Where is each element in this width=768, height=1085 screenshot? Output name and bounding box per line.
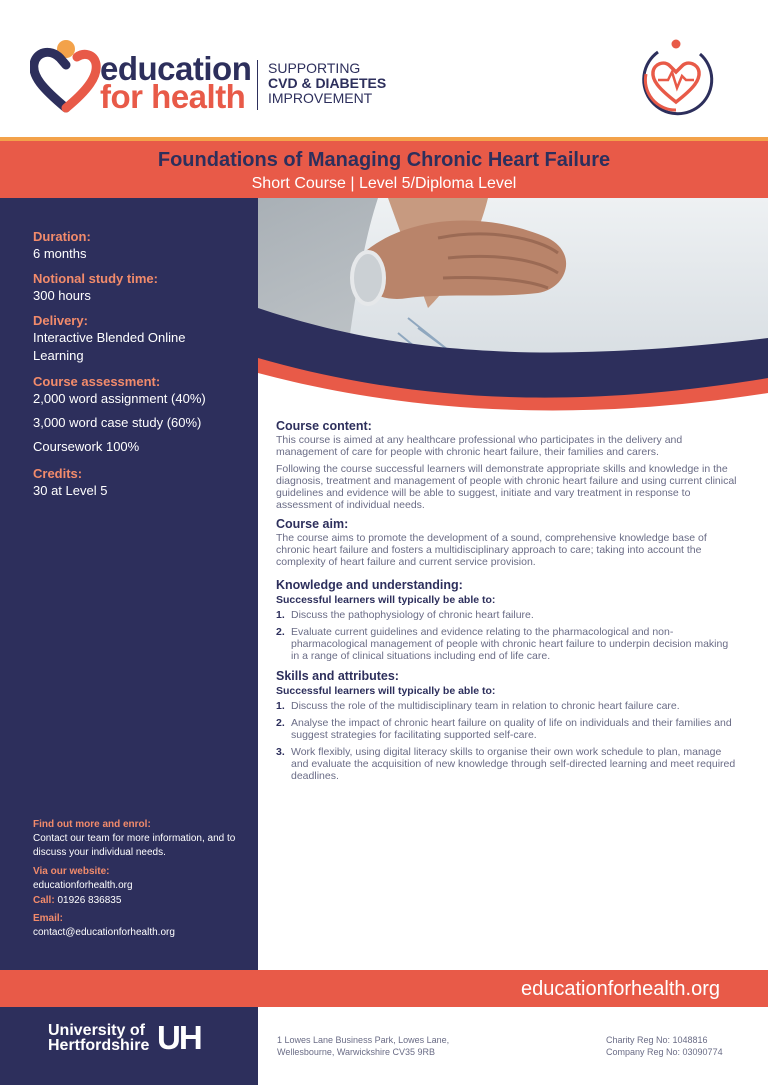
list-item: 1. Discuss the role of the multidisciplinary team in relation to chronic heart failure care. bbox=[276, 700, 680, 712]
contact-enrol bbox=[33, 818, 243, 860]
address-line2: Wellesbourne, Warwickshire CV35 9RB bbox=[277, 1047, 436, 1057]
skills-intro: Successful learners will typically be able to: bbox=[276, 685, 496, 697]
list-item: 3. Work flexibly, using digital literacy skills to organise their own work schedule to plan, manage and evaluate the acquisition of new knowledge through self-directed learning and meet required deadlines. bbox=[276, 746, 736, 782]
delivery-label: Delivery: bbox=[33, 313, 88, 328]
fact-study-time bbox=[33, 270, 158, 305]
website-link[interactable]: educationforhealth.org bbox=[33, 880, 133, 891]
hand-on-chest-image bbox=[258, 198, 768, 428]
company-reg: Company Reg No: 03090774 bbox=[606, 1047, 723, 1057]
enrol-label: Find out more and enrol: bbox=[33, 819, 151, 830]
tagline-line3: IMPROVEMENT bbox=[268, 90, 373, 106]
university-logo bbox=[0, 1007, 258, 1085]
charity-reg: Charity Reg No: 1048816 bbox=[606, 1035, 708, 1045]
fact-delivery bbox=[33, 312, 233, 365]
fact-assessment bbox=[33, 373, 206, 456]
knowledge-intro: Successful learners will typically be able to: bbox=[276, 594, 496, 606]
university-name bbox=[48, 1023, 149, 1053]
email-label: Email: bbox=[33, 913, 64, 924]
footer-url-link[interactable]: educationforhealth.org bbox=[520, 978, 720, 1000]
credits-label: Credits: bbox=[33, 466, 83, 481]
course-content-heading: Course content: bbox=[276, 419, 372, 433]
sidebar bbox=[0, 198, 258, 970]
delivery-value: Interactive Blended Online Learning bbox=[33, 330, 186, 363]
list-item: 2. Evaluate current guidelines and evidence relating to the pharmacological and non-pharmacological management of people with chronic heart failure to underpin decision making in a range of clinical situations including end of life care. bbox=[276, 626, 729, 662]
hero-photo bbox=[258, 198, 768, 428]
skills-heading: Skills and attributes: bbox=[276, 669, 399, 683]
course-aim-text: The course aims to promote the development of a sound, comprehensive knowledge base of chronic heart failure and fosters a multidisciplinary approach to care; taking into account the complexity of heart failure and current service provision. bbox=[276, 532, 707, 568]
study-time-label: Notional study time: bbox=[33, 271, 158, 286]
assessment-value-1: 2,000 word assignment (40%) bbox=[33, 391, 206, 406]
credits-value: 30 at Level 5 bbox=[33, 483, 108, 498]
fact-duration bbox=[33, 228, 91, 263]
tagline-line1: SUPPORTING bbox=[268, 60, 361, 76]
main-content bbox=[276, 418, 738, 787]
header-divider bbox=[257, 60, 258, 110]
contact-website bbox=[33, 865, 133, 893]
duration-label: Duration: bbox=[33, 229, 91, 244]
website-label: Via our website: bbox=[33, 866, 110, 877]
knowledge-list bbox=[276, 609, 738, 662]
url-bar bbox=[0, 970, 768, 1007]
list-item: 1. Discuss the pathophysiology of chronic heart failure. bbox=[276, 609, 534, 621]
skills-list bbox=[276, 700, 738, 782]
assessment-value-3: Coursework 100% bbox=[33, 439, 140, 454]
address bbox=[277, 1034, 449, 1058]
title-banner bbox=[0, 141, 768, 198]
registration-info bbox=[606, 1034, 723, 1058]
tagline bbox=[268, 61, 386, 106]
phone-link[interactable]: 01926 836835 bbox=[57, 895, 122, 906]
university-line1: University of bbox=[48, 1022, 145, 1039]
knowledge-heading: Knowledge and understanding: bbox=[276, 578, 463, 592]
course-subtitle: Short Course | Level 5/Diploma Level bbox=[251, 175, 517, 192]
email-link[interactable]: contact@educationforhealth.org bbox=[33, 927, 175, 938]
assessment-value-2: 3,000 word case study (60%) bbox=[33, 415, 202, 430]
heart-ecg-badge-icon bbox=[636, 36, 716, 118]
address-line1: 1 Lowes Lane Business Park, Lowes Lane, bbox=[277, 1035, 450, 1045]
footer bbox=[0, 1007, 768, 1085]
brand-name-line2: for health bbox=[100, 78, 246, 115]
university-line2: Hertfordshire bbox=[48, 1037, 150, 1054]
uh-mark-icon: UH bbox=[157, 1019, 201, 1056]
enrol-text: Contact our team for more information, and to discuss your individual needs. bbox=[33, 833, 236, 858]
study-time-value: 300 hours bbox=[33, 288, 91, 303]
course-content-p2: Following the course successful learners will demonstrate appropriate skills and knowledge in the diagnosis, treatment and management of people with chronic heart failure and using current clinical guidelines and evidence will be able to suggest, initiate and vary treatment in response to assessment of individual needs. bbox=[276, 463, 737, 511]
contact-email bbox=[33, 912, 175, 940]
course-aim-heading: Course aim: bbox=[276, 517, 349, 531]
assessment-label: Course assessment: bbox=[33, 374, 161, 389]
fact-credits bbox=[33, 465, 107, 500]
call-label: Call: bbox=[33, 895, 55, 906]
heart-person-logo-icon bbox=[30, 38, 102, 116]
brand-name-line1: education bbox=[100, 50, 252, 87]
course-title: Foundations of Managing Chronic Heart Failure bbox=[157, 149, 611, 171]
course-content-p1: This course is aimed at any healthcare professional who participates in the delivery and management of care for people with chronic heart failure, their families and carers. bbox=[276, 434, 683, 458]
contact-phone bbox=[33, 894, 121, 908]
list-item: 2. Analyse the impact of chronic heart failure on quality of life on individuals and their families and suggest strategies for facilitating supported self-care. bbox=[276, 717, 732, 741]
header bbox=[0, 0, 768, 137]
duration-value: 6 months bbox=[33, 246, 87, 261]
tagline-line2: CVD & DIABETES bbox=[268, 75, 387, 91]
